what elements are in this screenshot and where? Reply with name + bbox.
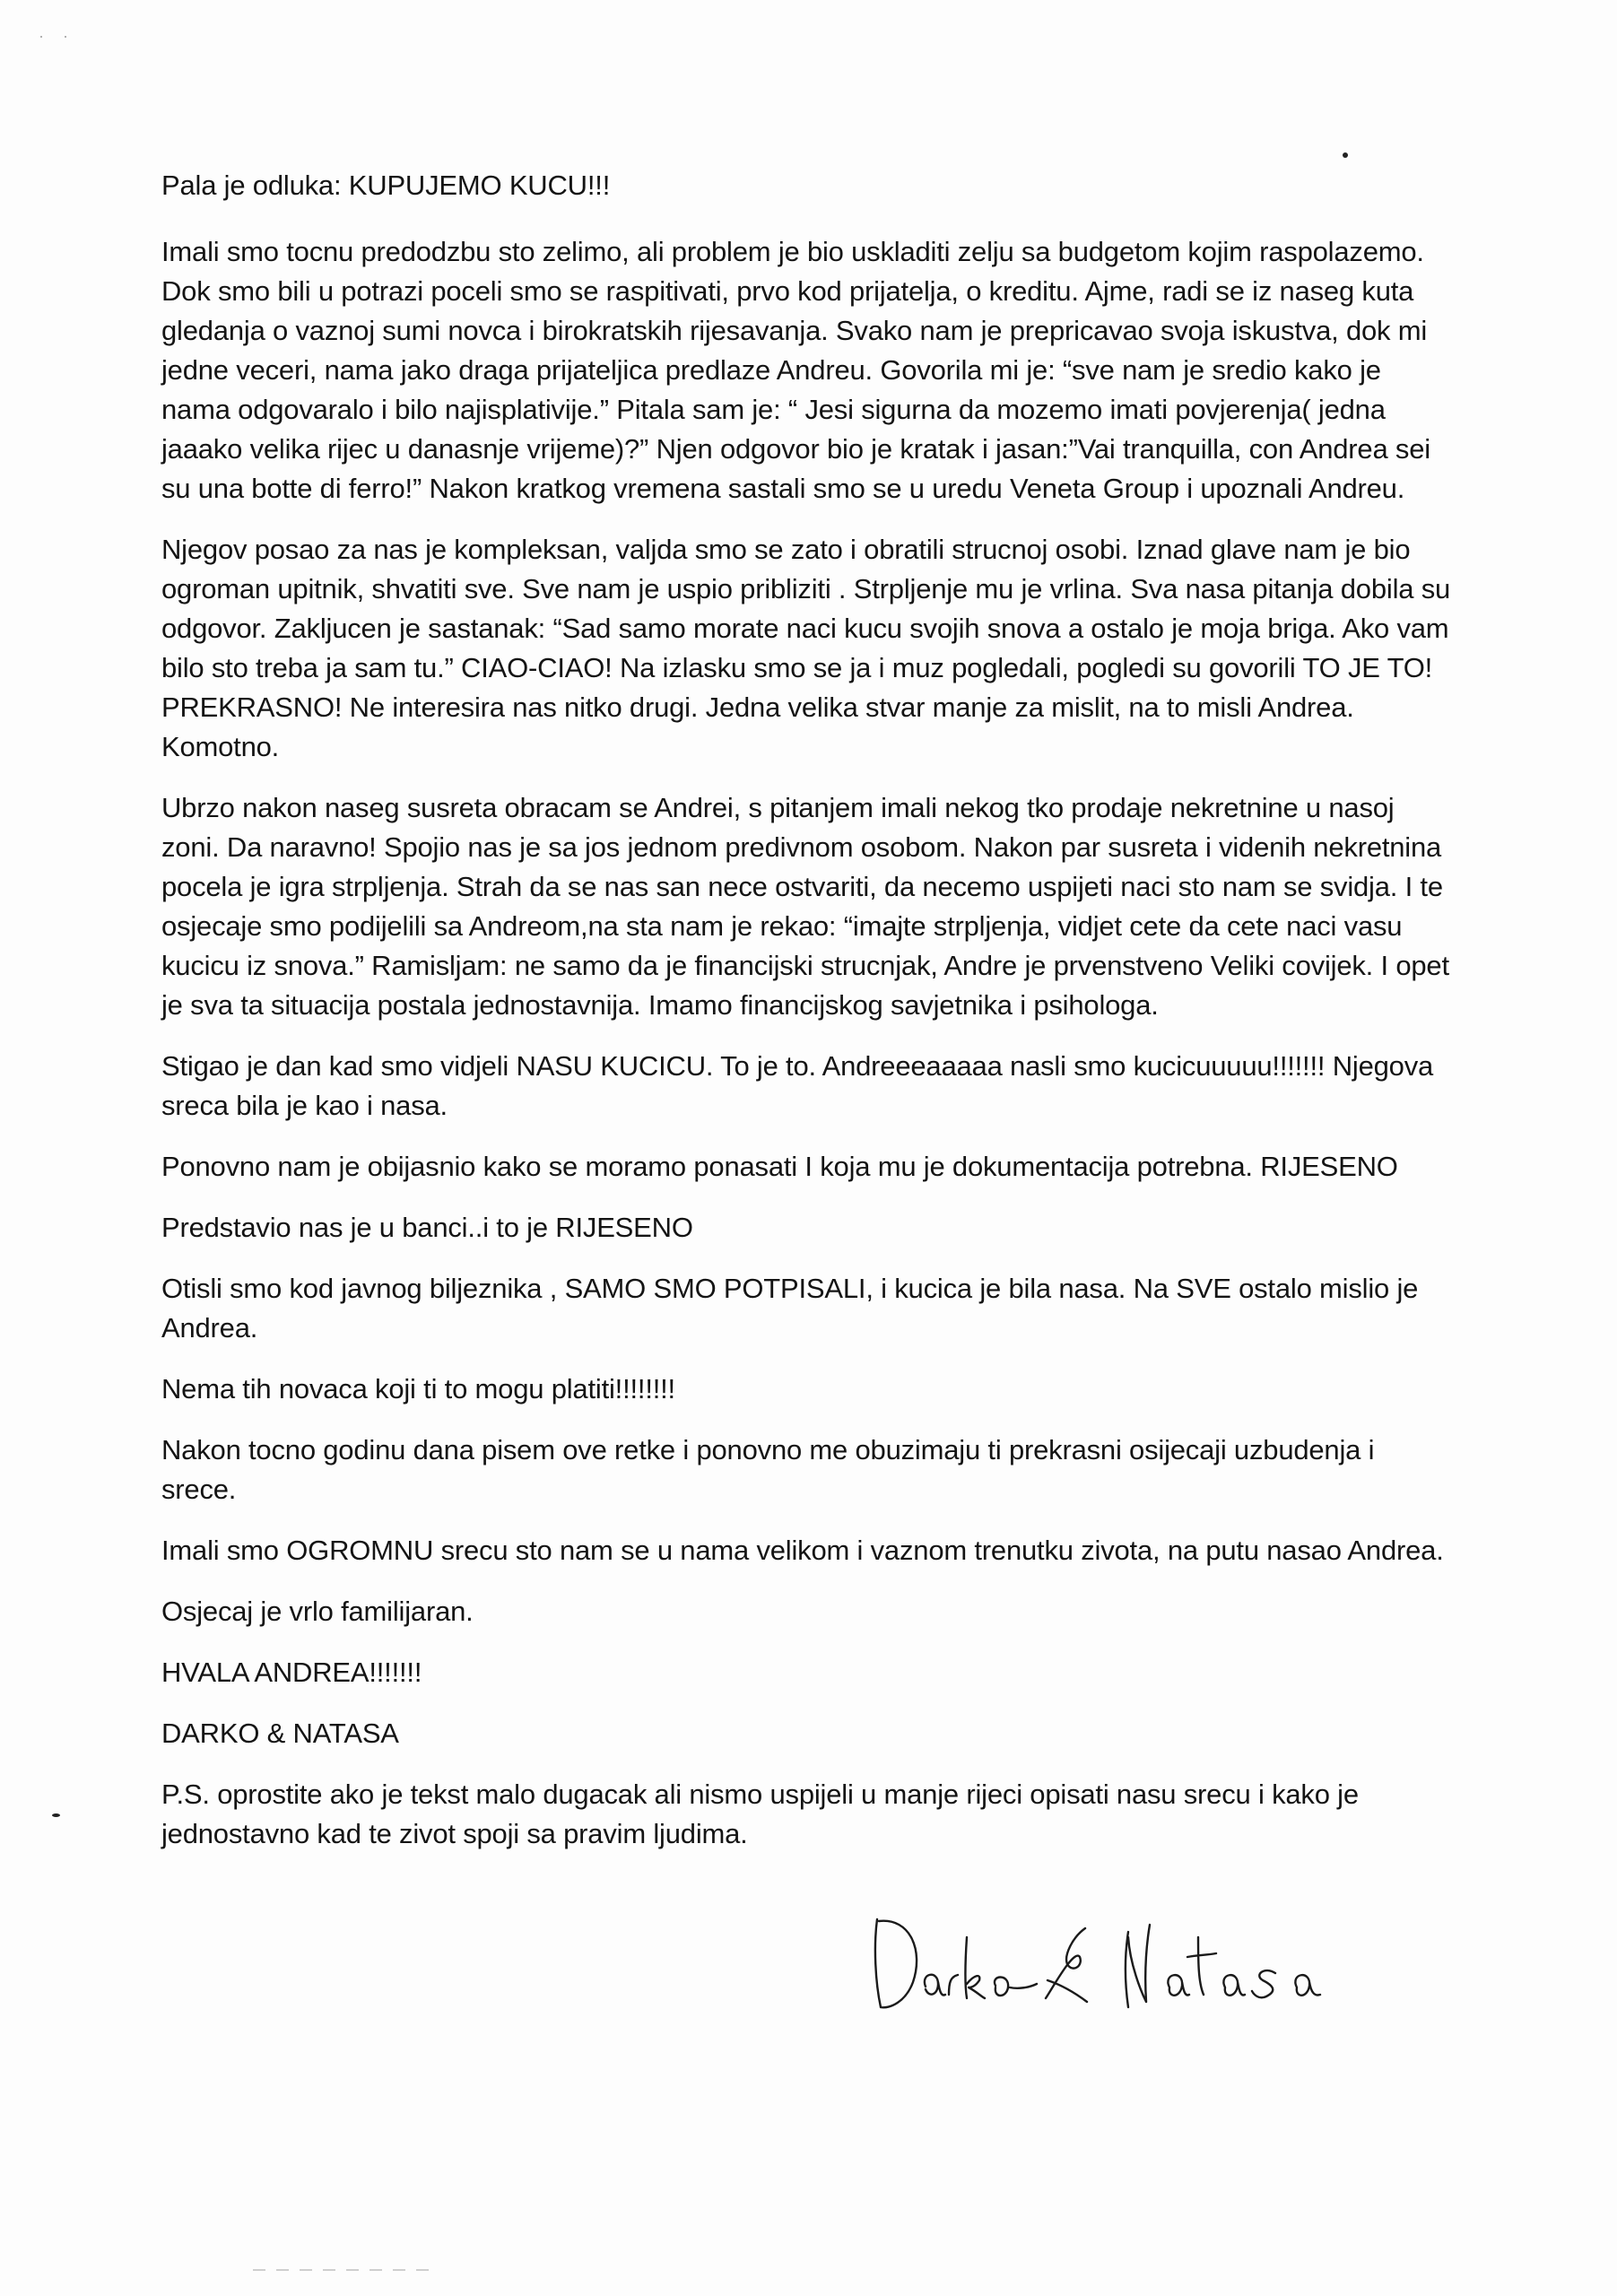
signature-drawing bbox=[861, 1901, 1363, 2018]
scan-speck bbox=[40, 36, 42, 38]
letter-paragraph: Otisli smo kod javnog biljeznika , SAMO SMO POTPISALI, i kucica je bila nasa. Na SVE ostalo mislio je Andrea. bbox=[161, 1273, 1419, 1344]
letter-body bbox=[161, 166, 1453, 1875]
faint-scan-line bbox=[253, 2269, 432, 2271]
letter-paragraph: Imali smo tocnu predodzbu sto zelimo, ali problem je bio uskladiti zelju sa budgetom kojim raspolazemo. Dok smo bili u potrazi poceli smo se raspitivati, prvo kod prijatelja, o kreditu. Ajme, radi se iz naseg kuta gledanja o vaznoj sumi novca i birokratskih rijesavanja. Svako nam je prepricavao svoja iskustva, dok mi jedne veceri, nama jako draga prijateljica predlaze Andreu. Govorila mi je: “sve nam je sredio kako je nama odgovaralo i bilo najisplativije.” Pitala sam je: “ Jesi sigurna da mozemo imati povjerenja( jedna jaaako velika rijec u danasnje vrijeme)?” Njen odgovor bio je kratak i jasan:”Vai tranquilla, con Andrea sei su una botte di ferro!” Nakon kratkog vremena sastali smo se u uredu Veneta Group i upoznali Andreu. bbox=[161, 236, 1430, 504]
letter-paragraph: Stigao je dan kad smo vidjeli NASU KUCICU. To je to. Andreeeaaaaa nasli smo kucicuuuuu!!!!!!! Njegova sreca bila je kao i nasa. bbox=[161, 1050, 1434, 1121]
letter-paragraph: Nema tih novaca koji ti to mogu platiti!!!!!!!! bbox=[161, 1373, 675, 1405]
letter-paragraph: Nakon tocno godinu dana pisem ove retke i ponovno me obuzimaju ti prekrasni osijecaji uzbudenja i srece. bbox=[161, 1434, 1375, 1505]
letter-title: Pala je odluka: KUPUJEMO KUCU!!! bbox=[161, 170, 611, 201]
letter-paragraph: HVALA ANDREA!!!!!!! bbox=[161, 1657, 422, 1688]
scan-speck bbox=[1343, 152, 1348, 158]
letter-paragraph: Predstavio nas je u banci..i to je RIJESENO bbox=[161, 1212, 693, 1243]
letter-paragraph: Imali smo OGROMNU srecu sto nam se u nama velikom i vaznom trenutku zivota, na putu nasao Andrea. bbox=[161, 1535, 1444, 1566]
letter-postscript: P.S. oprostite ako je tekst malo dugacak ali nismo uspijeli u manje rijeci opisati nasu srecu i kako je jednostavno kad te zivot spoji sa pravim ljudima. bbox=[161, 1779, 1359, 1849]
handwritten-signature bbox=[861, 1901, 1363, 2018]
letter-paragraph: Osjecaj je vrlo familijaran. bbox=[161, 1596, 474, 1627]
letter-signoff: DARKO & NATASA bbox=[161, 1718, 399, 1749]
letter-paragraph: Ubrzo nakon naseg susreta obracam se Andrei, s pitanjem imali nekog tko prodaje nekretnine u nasoj zoni. Da naravno! Spojio nas je sa jos jednom predivnom osobom. Nakon par susreta i videnih nekretnina pocela je igra strpljenja. Strah da se nas san nece ostvariti, da necemo uspijeti naci sto nam se svidja. I te osjecaje smo podijelili sa Andreom,na sta nam je rekao: “imajte strpljenja, vidjet cete da cete naci vasu kucicu iz snova.” Ramisljam: ne samo da je financijski strucnjak, Andre je prvenstveno Veliki covijek. I opet je sva ta situacija postala jednostavnija. Imamo financijskog savjetnika i psihologa. bbox=[161, 792, 1449, 1021]
letter-paragraph: Ponovno nam je obijasnio kako se moramo ponasati I koja mu je dokumentacija potrebna. RIJESENO bbox=[161, 1151, 1398, 1182]
scan-speck bbox=[52, 1813, 60, 1817]
scan-speck bbox=[65, 36, 66, 38]
letter-paragraph: Njegov posao za nas je kompleksan, valjda smo se zato i obratili strucnoj osobi. Iznad glave nam je bio ogroman upitnik, shvatiti sve. Sve nam je uspio pribliziti . Strpljenje mu je vrlina. Sva nasa pitanja dobila su odgovor. Zakljucen je sastanak: “Sad samo morate naci kucu svojih snova a ostalo je moja briga. Ako vam bilo sto treba ja sam tu.” CIAO-CIAO! Na izlasku smo se ja i muz pogledali, pogledi su govorili TO JE TO! PREKRASNO! Ne interesira nas nitko drugi. Jedna velika stvar manje za mislit, na to misli Andrea. Komotno. bbox=[161, 534, 1451, 762]
